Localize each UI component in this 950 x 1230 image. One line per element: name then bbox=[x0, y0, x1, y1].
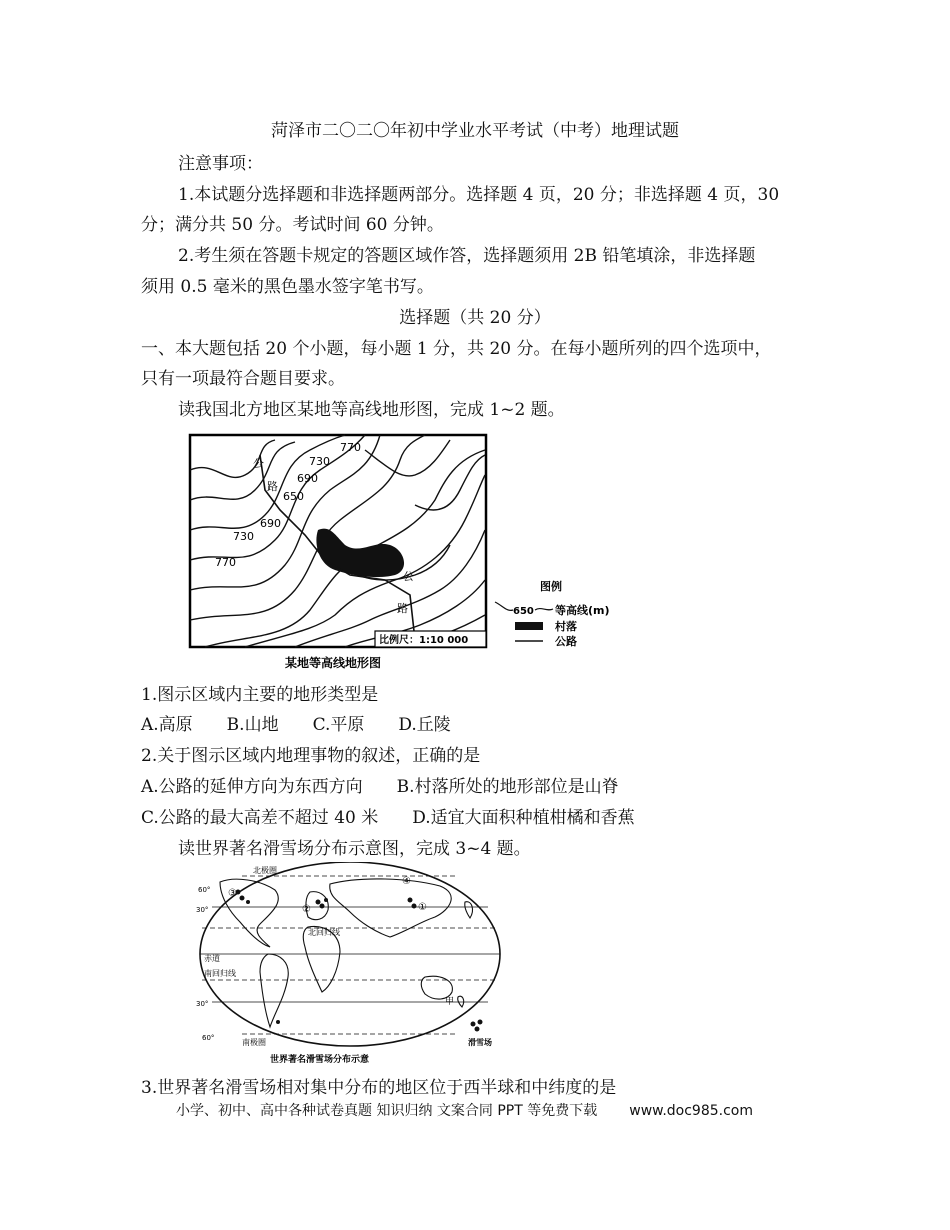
question-1-options: A.高原 B.山地 C.平原 D.丘陵 bbox=[141, 715, 451, 735]
contour-map-caption: 某地等高线地形图 bbox=[285, 656, 382, 670]
road-label-4: 路 bbox=[397, 602, 408, 615]
contour-label: 770 bbox=[215, 556, 236, 569]
section-title: 选择题（共 20 分） bbox=[399, 308, 551, 328]
tropic-north-label: 北回归线 bbox=[308, 928, 340, 937]
lat-s30-label: 30° bbox=[196, 1000, 209, 1008]
reading-prompt-1: 读我国北方地区某地等高线地形图，完成 1~2 题。 bbox=[178, 400, 565, 420]
notice-heading: 注意事项： bbox=[178, 154, 263, 174]
legend-village-label: 村落 bbox=[555, 620, 577, 633]
question-2-options-b: C.公路的最大高差不超过 40 米 D.适宜大面积种植柑橘和香蕉 bbox=[141, 808, 635, 828]
contour-label: 690 bbox=[260, 517, 281, 530]
notice-2-line-a: 2.考生须在答题卡规定的答题区域作答，选择题须用 2B 铅笔填涂，非选择题 bbox=[178, 246, 756, 266]
legend-road-label: 公路 bbox=[555, 635, 577, 648]
road-label-3: 公 bbox=[403, 570, 414, 583]
footer bbox=[176, 1100, 753, 1120]
legend-contour-symbol bbox=[495, 602, 513, 610]
contour-label: 650 bbox=[283, 490, 304, 503]
legend-title: 图例 bbox=[540, 580, 562, 593]
world-ski-map bbox=[190, 862, 520, 1067]
contour-label: 690 bbox=[297, 472, 318, 485]
marker-1: ① bbox=[418, 902, 427, 913]
notice-1-line-b: 分；满分共 50 分。考试时间 60 分钟。 bbox=[141, 215, 444, 235]
part1-instruction-a: 一、本大题包括 20 个小题，每小题 1 分，共 20 分。在每小题所列的四个选项中， bbox=[141, 339, 772, 359]
question-2: 2.关于图示区域内地理事物的叙述，正确的是 bbox=[141, 746, 481, 766]
arctic-label: 北极圈 bbox=[253, 866, 277, 875]
ski-legend-label: 滑雪场 bbox=[468, 1038, 492, 1047]
lat-s60-label: 60° bbox=[202, 1034, 215, 1042]
legend-village-symbol bbox=[515, 622, 543, 630]
scale-label: 比例尺：1:10 000 bbox=[379, 635, 469, 646]
jia-label: 甲 bbox=[445, 997, 455, 1007]
contour-label: 770 bbox=[340, 441, 361, 454]
question-1: 1.图示区域内主要的地形类型是 bbox=[141, 685, 379, 705]
marker-4: ④ bbox=[402, 876, 411, 887]
notice-2-line-b: 须用 0.5 毫米的黑色墨水签字笔书写。 bbox=[141, 277, 434, 297]
question-3: 3.世界著名滑雪场相对集中分布的地区位于西半球和中纬度的是 bbox=[141, 1078, 617, 1098]
lat30-label: 30° bbox=[196, 906, 209, 914]
tropic-south-label: 南回归线 bbox=[204, 969, 236, 978]
antarctic-label: 南极圈 bbox=[242, 1038, 266, 1047]
part1-instruction-b: 只有一项最符合题目要求。 bbox=[141, 369, 345, 389]
road-label-2: 路 bbox=[267, 480, 278, 493]
legend-contour-label: 等高线(m) bbox=[555, 604, 610, 617]
notice-1-line-a: 1.本试题分选择题和非选择题两部分。选择题 4 页，20 分；非选择题 4 页，30 bbox=[178, 185, 780, 205]
world-map-caption: 世界著名滑雪场分布示意 bbox=[270, 1055, 370, 1065]
contour-label: 730 bbox=[233, 530, 254, 543]
footer-text: 小学、初中、高中各种试卷真题 知识归纳 文案合同 PPT 等免费下载 bbox=[176, 1103, 598, 1119]
question-2-options-a: A.公路的延伸方向为东西方向 B.村落所处的地形部位是山脊 bbox=[141, 777, 619, 797]
marker-2: ② bbox=[302, 904, 311, 915]
equator-label: 赤道 bbox=[204, 954, 220, 963]
marker-3: ③ bbox=[228, 888, 237, 899]
contour-label: 730 bbox=[309, 455, 330, 468]
legend-contour-value: 650 bbox=[513, 606, 534, 617]
footer-url[interactable]: www.doc985.com bbox=[629, 1103, 753, 1119]
contour-map bbox=[185, 430, 625, 675]
road-label-1: 公 bbox=[253, 457, 264, 470]
reading-prompt-2: 读世界著名滑雪场分布示意图，完成 3~4 题。 bbox=[178, 839, 531, 859]
page-title: 菏泽市二〇二〇年初中学业水平考试（中考）地理试题 bbox=[271, 121, 679, 141]
lat60-label: 60° bbox=[198, 886, 211, 894]
